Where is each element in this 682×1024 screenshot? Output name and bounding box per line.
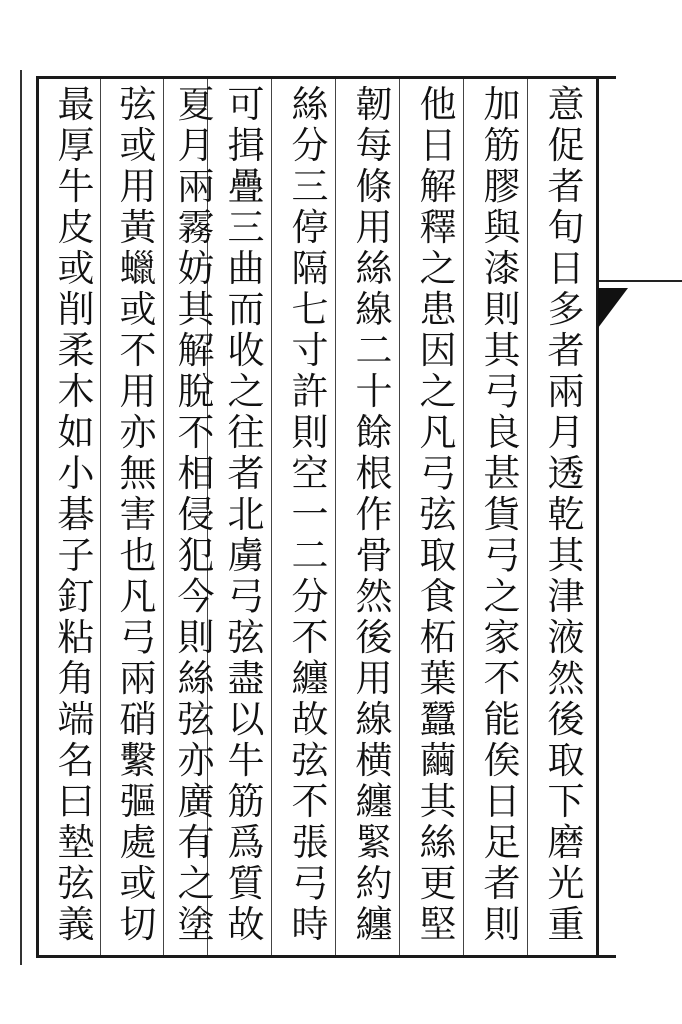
glyph: 北 bbox=[227, 493, 265, 536]
glyph: 食 bbox=[419, 575, 457, 618]
glyph: 能 bbox=[483, 698, 521, 741]
glyph: 因 bbox=[419, 329, 457, 372]
glyph: 或 bbox=[57, 247, 95, 290]
glyph: 不 bbox=[291, 780, 329, 823]
glyph: 下 bbox=[547, 780, 585, 823]
glyph: 害 bbox=[119, 493, 157, 536]
glyph: 脫 bbox=[177, 370, 215, 413]
frame-bottom-line bbox=[36, 955, 616, 958]
frame-left-line bbox=[36, 76, 39, 958]
glyph: 其 bbox=[419, 780, 457, 823]
glyph: 隔 bbox=[291, 247, 329, 290]
glyph: 牛 bbox=[227, 739, 265, 782]
glyph: 也 bbox=[119, 534, 157, 577]
glyph: 削 bbox=[57, 288, 95, 331]
glyph: 最 bbox=[57, 83, 95, 126]
glyph: 相 bbox=[177, 452, 215, 495]
glyph: 曲 bbox=[227, 247, 265, 290]
glyph: 子 bbox=[57, 534, 95, 577]
glyph: 妨 bbox=[177, 247, 215, 290]
glyph: 液 bbox=[547, 616, 585, 659]
glyph: 促 bbox=[547, 124, 585, 167]
glyph: 每 bbox=[355, 124, 393, 167]
glyph: 三 bbox=[291, 165, 329, 208]
text-column-9 bbox=[48, 83, 104, 946]
glyph: 收 bbox=[227, 329, 265, 372]
glyph: 疊 bbox=[227, 165, 265, 208]
glyph: 其 bbox=[177, 288, 215, 331]
glyph: 日 bbox=[547, 247, 585, 290]
glyph: 不 bbox=[177, 411, 215, 454]
text-column-8 bbox=[110, 83, 166, 946]
glyph: 兩 bbox=[547, 370, 585, 413]
glyph: 弦 bbox=[291, 739, 329, 782]
glyph: 三 bbox=[227, 206, 265, 249]
glyph: 亦 bbox=[119, 411, 157, 454]
glyph: 其 bbox=[547, 534, 585, 577]
glyph: 之 bbox=[419, 370, 457, 413]
glyph: 弦 bbox=[57, 862, 95, 905]
glyph: 不 bbox=[291, 616, 329, 659]
glyph: 多 bbox=[547, 288, 585, 331]
glyph: 兩 bbox=[119, 657, 157, 700]
glyph: 葉 bbox=[419, 657, 457, 700]
glyph: 侵 bbox=[177, 493, 215, 536]
frame-right-line bbox=[596, 76, 599, 958]
glyph: 旬 bbox=[547, 206, 585, 249]
glyph: 張 bbox=[291, 821, 329, 864]
glyph: 不 bbox=[483, 657, 521, 700]
glyph: 之 bbox=[419, 247, 457, 290]
glyph: 故 bbox=[227, 903, 265, 946]
glyph: 處 bbox=[119, 821, 157, 864]
glyph: 然 bbox=[355, 575, 393, 618]
text-column-4 bbox=[346, 83, 402, 946]
glyph: 緊 bbox=[355, 821, 393, 864]
glyph: 纏 bbox=[291, 657, 329, 700]
glyph: 或 bbox=[119, 124, 157, 167]
fishtail-marker-icon bbox=[598, 288, 628, 328]
glyph: 不 bbox=[119, 329, 157, 372]
glyph: 弓 bbox=[119, 616, 157, 659]
glyph: 然 bbox=[547, 657, 585, 700]
glyph: 弓 bbox=[419, 452, 457, 495]
glyph: 纏 bbox=[355, 903, 393, 946]
glyph: 家 bbox=[483, 616, 521, 659]
glyph: 兩 bbox=[177, 165, 215, 208]
glyph: 膠 bbox=[483, 165, 521, 208]
glyph: 或 bbox=[119, 288, 157, 331]
glyph: 塗 bbox=[177, 903, 215, 946]
glyph: 貨 bbox=[483, 493, 521, 536]
glyph: 則 bbox=[177, 616, 215, 659]
glyph: 寸 bbox=[291, 329, 329, 372]
glyph: 乾 bbox=[547, 493, 585, 536]
glyph: 盡 bbox=[227, 657, 265, 700]
glyph: 作 bbox=[355, 493, 393, 536]
glyph: 横 bbox=[355, 739, 393, 782]
glyph: 用 bbox=[119, 165, 157, 208]
glyph: 曰 bbox=[57, 780, 95, 823]
glyph: 揖 bbox=[227, 124, 265, 167]
glyph: 可 bbox=[227, 83, 265, 126]
glyph: 津 bbox=[547, 575, 585, 618]
glyph: 停 bbox=[291, 206, 329, 249]
glyph: 黃 bbox=[119, 206, 157, 249]
glyph: 墊 bbox=[57, 821, 95, 864]
glyph: 柘 bbox=[419, 616, 457, 659]
glyph: 更 bbox=[419, 862, 457, 905]
glyph: 爲 bbox=[227, 821, 265, 864]
glyph: 夏 bbox=[177, 83, 215, 126]
glyph: 透 bbox=[547, 452, 585, 495]
glyph: 凡 bbox=[119, 575, 157, 618]
glyph: 二 bbox=[355, 329, 393, 372]
glyph: 絲 bbox=[355, 247, 393, 290]
text-column-6 bbox=[218, 83, 274, 946]
glyph: 取 bbox=[419, 534, 457, 577]
glyph: 則 bbox=[483, 903, 521, 946]
glyph: 絲 bbox=[419, 821, 457, 864]
frame-outer-left-line bbox=[20, 70, 22, 965]
glyph: 木 bbox=[57, 370, 95, 413]
glyph: 日 bbox=[419, 124, 457, 167]
glyph: 筋 bbox=[483, 124, 521, 167]
glyph: 與 bbox=[483, 206, 521, 249]
glyph: 良 bbox=[483, 411, 521, 454]
glyph: 釘 bbox=[57, 575, 95, 618]
glyph: 厚 bbox=[57, 124, 95, 167]
glyph: 皮 bbox=[57, 206, 95, 249]
glyph: 故 bbox=[291, 698, 329, 741]
glyph: 以 bbox=[227, 698, 265, 741]
glyph: 粘 bbox=[57, 616, 95, 659]
glyph: 碁 bbox=[57, 493, 95, 536]
glyph: 則 bbox=[291, 411, 329, 454]
glyph: 光 bbox=[547, 862, 585, 905]
glyph: 有 bbox=[177, 821, 215, 864]
glyph: 霧 bbox=[177, 206, 215, 249]
glyph: 之 bbox=[227, 370, 265, 413]
glyph: 者 bbox=[547, 329, 585, 372]
glyph: 重 bbox=[547, 903, 585, 946]
glyph: 分 bbox=[291, 124, 329, 167]
glyph: 用 bbox=[355, 657, 393, 700]
glyph: 用 bbox=[119, 370, 157, 413]
glyph: 他 bbox=[419, 83, 457, 126]
glyph: 切 bbox=[119, 903, 157, 946]
glyph: 二 bbox=[291, 534, 329, 577]
glyph: 弦 bbox=[227, 616, 265, 659]
glyph: 凡 bbox=[419, 411, 457, 454]
glyph: 蠶 bbox=[419, 698, 457, 741]
text-column-7 bbox=[168, 83, 224, 946]
glyph: 弦 bbox=[419, 493, 457, 536]
glyph: 堅 bbox=[419, 903, 457, 946]
glyph: 之 bbox=[483, 575, 521, 618]
glyph: 繭 bbox=[419, 739, 457, 782]
glyph: 小 bbox=[57, 452, 95, 495]
glyph: 韌 bbox=[355, 83, 393, 126]
glyph: 骨 bbox=[355, 534, 393, 577]
glyph: 弦 bbox=[177, 698, 215, 741]
glyph: 筋 bbox=[227, 780, 265, 823]
glyph: 虜 bbox=[227, 534, 265, 577]
glyph: 解 bbox=[419, 165, 457, 208]
glyph: 日 bbox=[483, 780, 521, 823]
glyph: 許 bbox=[291, 370, 329, 413]
glyph: 甚 bbox=[483, 452, 521, 495]
glyph: 漆 bbox=[483, 247, 521, 290]
frame-top-line bbox=[36, 76, 616, 79]
glyph: 釋 bbox=[419, 206, 457, 249]
glyph: 義 bbox=[57, 903, 95, 946]
glyph: 者 bbox=[547, 165, 585, 208]
glyph: 或 bbox=[119, 862, 157, 905]
text-column-3 bbox=[410, 83, 466, 946]
glyph: 名 bbox=[57, 739, 95, 782]
glyph: 繫 bbox=[119, 739, 157, 782]
glyph: 七 bbox=[291, 288, 329, 331]
glyph: 俟 bbox=[483, 739, 521, 782]
glyph: 者 bbox=[227, 452, 265, 495]
glyph: 弓 bbox=[227, 575, 265, 618]
glyph: 用 bbox=[355, 206, 393, 249]
glyph: 亦 bbox=[177, 739, 215, 782]
text-column-2 bbox=[474, 83, 530, 946]
glyph: 犯 bbox=[177, 534, 215, 577]
glyph: 如 bbox=[57, 411, 95, 454]
glyph: 足 bbox=[483, 821, 521, 864]
glyph: 弓 bbox=[291, 862, 329, 905]
glyph: 而 bbox=[227, 288, 265, 331]
glyph: 患 bbox=[419, 288, 457, 331]
glyph: 線 bbox=[355, 288, 393, 331]
glyph: 取 bbox=[547, 739, 585, 782]
glyph: 月 bbox=[177, 124, 215, 167]
glyph: 後 bbox=[547, 698, 585, 741]
glyph: 加 bbox=[483, 83, 521, 126]
glyph: 空 bbox=[291, 452, 329, 495]
glyph: 則 bbox=[483, 288, 521, 331]
glyph: 其 bbox=[483, 329, 521, 372]
glyph: 約 bbox=[355, 862, 393, 905]
text-column-1 bbox=[538, 83, 594, 946]
glyph: 分 bbox=[291, 575, 329, 618]
glyph: 端 bbox=[57, 698, 95, 741]
glyph: 無 bbox=[119, 452, 157, 495]
glyph: 弓 bbox=[483, 370, 521, 413]
glyph: 今 bbox=[177, 575, 215, 618]
glyph: 者 bbox=[483, 862, 521, 905]
glyph: 月 bbox=[547, 411, 585, 454]
fold-line bbox=[599, 280, 682, 282]
glyph: 磨 bbox=[547, 821, 585, 864]
glyph: 十 bbox=[355, 370, 393, 413]
glyph: 往 bbox=[227, 411, 265, 454]
glyph: 後 bbox=[355, 616, 393, 659]
glyph: 絲 bbox=[177, 657, 215, 700]
glyph: 牛 bbox=[57, 165, 95, 208]
glyph: 柔 bbox=[57, 329, 95, 372]
glyph: 硝 bbox=[119, 698, 157, 741]
glyph: 絲 bbox=[291, 83, 329, 126]
glyph: 蠟 bbox=[119, 247, 157, 290]
glyph: 根 bbox=[355, 452, 393, 495]
glyph: 一 bbox=[291, 493, 329, 536]
glyph: 弓 bbox=[483, 534, 521, 577]
glyph: 質 bbox=[227, 862, 265, 905]
glyph: 角 bbox=[57, 657, 95, 700]
glyph: 之 bbox=[177, 862, 215, 905]
glyph: 條 bbox=[355, 165, 393, 208]
glyph: 彄 bbox=[119, 780, 157, 823]
glyph: 廣 bbox=[177, 780, 215, 823]
glyph: 弦 bbox=[119, 83, 157, 126]
glyph: 纏 bbox=[355, 780, 393, 823]
glyph: 解 bbox=[177, 329, 215, 372]
glyph: 時 bbox=[291, 903, 329, 946]
glyph: 意 bbox=[547, 83, 585, 126]
glyph: 線 bbox=[355, 698, 393, 741]
text-column-5 bbox=[282, 83, 338, 946]
glyph: 餘 bbox=[355, 411, 393, 454]
